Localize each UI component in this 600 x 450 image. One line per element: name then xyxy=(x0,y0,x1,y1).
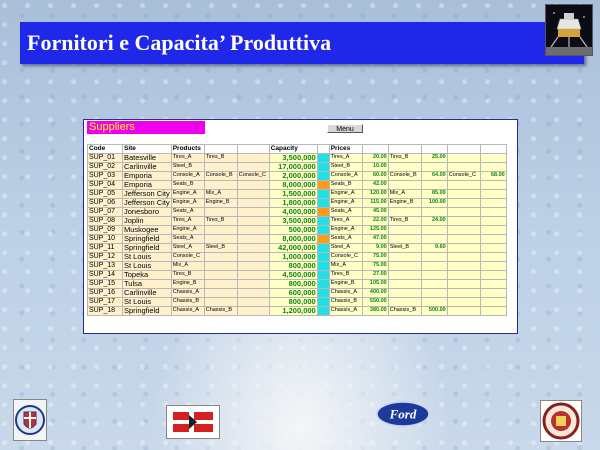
capacity-value: 800,000 xyxy=(269,298,317,307)
price-value xyxy=(480,298,506,307)
price-value: 45.00 xyxy=(362,208,388,217)
supplier-code: SUP_07 xyxy=(88,208,123,217)
price-product: Chassis_B xyxy=(329,298,362,307)
price-product xyxy=(447,190,480,199)
price-value: 60.00 xyxy=(362,172,388,181)
price-product: Steel_B xyxy=(329,163,362,172)
supplier-code: SUP_01 xyxy=(88,154,123,163)
product-cell: Steel_A xyxy=(171,244,204,253)
price-product: Engine_B xyxy=(329,280,362,289)
capacity-indicator xyxy=(317,253,329,262)
product-cell xyxy=(237,181,269,190)
price-product xyxy=(447,280,480,289)
supplier-code: SUP_16 xyxy=(88,289,123,298)
price-product: Tires_A xyxy=(329,154,362,163)
supplier-code: SUP_03 xyxy=(88,172,123,181)
price-value: 9.00 xyxy=(362,244,388,253)
product-cell: Console_C xyxy=(237,172,269,181)
header-empty xyxy=(480,145,506,154)
price-value xyxy=(480,154,506,163)
capacity-value: 3,500,000 xyxy=(269,154,317,163)
suppliers-panel xyxy=(83,119,518,334)
capacity-value: 1,500,000 xyxy=(269,190,317,199)
price-value xyxy=(421,235,447,244)
capacity-value: 1,000,000 xyxy=(269,253,317,262)
product-cell: Steel_B xyxy=(204,244,237,253)
menu-button[interactable]: Menu xyxy=(327,124,363,133)
price-product: Tires_B xyxy=(388,154,421,163)
price-product xyxy=(388,226,421,235)
university-crest-logo xyxy=(13,399,47,441)
price-product xyxy=(447,235,480,244)
supplier-code: SUP_11 xyxy=(88,244,123,253)
header-empty xyxy=(317,145,329,154)
supplier-site: St Louis xyxy=(123,262,172,271)
price-product xyxy=(388,262,421,271)
supplier-site: Batesville xyxy=(123,154,172,163)
price-product xyxy=(388,289,421,298)
price-product: Seats_A xyxy=(329,208,362,217)
price-value xyxy=(480,199,506,208)
supplier-site: Jonesboro xyxy=(123,208,172,217)
product-cell xyxy=(204,262,237,271)
product-cell xyxy=(204,226,237,235)
supplier-code: SUP_10 xyxy=(88,235,123,244)
price-value xyxy=(421,271,447,280)
ford-logo xyxy=(376,400,430,428)
product-cell xyxy=(237,199,269,208)
product-cell: Mix_A xyxy=(204,190,237,199)
capacity-indicator xyxy=(317,226,329,235)
lunar-lander-icon xyxy=(545,4,593,56)
price-value xyxy=(480,226,506,235)
product-cell xyxy=(204,271,237,280)
supplier-site: Jefferson City xyxy=(124,189,170,199)
product-cell xyxy=(204,181,237,190)
product-cell xyxy=(237,217,269,226)
price-product: Engine_A xyxy=(329,226,362,235)
capacity-value: 8,000,000 xyxy=(269,181,317,190)
product-cell: Chassis_A xyxy=(171,289,204,298)
table-row xyxy=(88,262,507,271)
header-empty xyxy=(421,145,447,154)
price-product: Console_B xyxy=(388,172,421,181)
price-product xyxy=(388,298,421,307)
price-product: Seats_B xyxy=(329,181,362,190)
supplier-site: Emporia xyxy=(123,172,172,181)
product-cell xyxy=(237,154,269,163)
price-value: 500.00 xyxy=(421,307,447,316)
capacity-value: 8,000,000 xyxy=(269,235,317,244)
product-cell: Tires_B xyxy=(204,217,237,226)
capacity-value: 1,200,000 xyxy=(269,307,317,316)
supplier-code: SUP_08 xyxy=(88,217,123,226)
product-cell xyxy=(237,226,269,235)
supplier-code: SUP_04 xyxy=(88,181,123,190)
price-value: 68.00 xyxy=(480,172,506,181)
supplier-site: Carlinville xyxy=(123,163,172,172)
price-value xyxy=(480,181,506,190)
supplier-site: Topeka xyxy=(123,271,172,280)
supplier-code: SUP_05 xyxy=(88,190,123,199)
price-value: 125.00 xyxy=(362,226,388,235)
capacity-value: 600,000 xyxy=(269,289,317,298)
price-product xyxy=(447,298,480,307)
capacity-value: 42,000,000 xyxy=(269,244,317,253)
product-cell: Chassis_B xyxy=(204,307,237,316)
header-empty xyxy=(204,145,237,154)
price-value xyxy=(480,253,506,262)
product-cell: Tires_A xyxy=(171,154,204,163)
capacity-indicator xyxy=(317,262,329,271)
price-value xyxy=(480,280,506,289)
product-cell xyxy=(204,289,237,298)
product-cell xyxy=(237,235,269,244)
capacity-value: 3,500,000 xyxy=(269,217,317,226)
price-product xyxy=(447,307,480,316)
product-cell xyxy=(204,253,237,262)
product-cell: Tires_B xyxy=(171,271,204,280)
capacity-value: 800,000 xyxy=(269,262,317,271)
product-cell xyxy=(237,271,269,280)
product-cell xyxy=(237,244,269,253)
table-row xyxy=(88,208,507,217)
price-value: 380.00 xyxy=(362,307,388,316)
supplier-code: SUP_09 xyxy=(88,226,123,235)
table-row xyxy=(88,217,507,226)
supplier-code: SUP_13 xyxy=(88,262,123,271)
price-value: 27.00 xyxy=(362,271,388,280)
table-row xyxy=(88,181,507,190)
price-product: Engine_A xyxy=(329,190,362,199)
capacity-indicator xyxy=(317,289,329,298)
table-row xyxy=(88,235,507,244)
product-cell: Engine_A xyxy=(171,226,204,235)
price-product: Tires_B xyxy=(388,217,421,226)
price-product: Tires_A xyxy=(329,217,362,226)
product-cell xyxy=(237,262,269,271)
price-product: Console_A xyxy=(329,172,362,181)
price-value xyxy=(421,181,447,190)
price-product xyxy=(388,253,421,262)
product-cell: Chassis_A xyxy=(171,307,204,316)
price-product: Steel_A xyxy=(329,244,362,253)
table-row xyxy=(88,307,507,316)
price-product xyxy=(447,253,480,262)
title-bar xyxy=(20,22,584,64)
table-row xyxy=(88,253,507,262)
price-value: 100.00 xyxy=(421,199,447,208)
price-value: 10.00 xyxy=(362,163,388,172)
product-cell: Engine_A xyxy=(171,199,204,208)
price-product xyxy=(388,208,421,217)
supplier-code: SUP_17 xyxy=(88,298,123,307)
price-value xyxy=(480,217,506,226)
supplier-code: SUP_02 xyxy=(88,163,123,172)
price-value xyxy=(421,163,447,172)
supplier-site: Jefferson City xyxy=(124,198,170,208)
capacity-indicator xyxy=(317,199,329,208)
price-value: 400.00 xyxy=(362,289,388,298)
price-value xyxy=(480,244,506,253)
product-cell xyxy=(237,289,269,298)
capacity-value: 4,500,000 xyxy=(269,271,317,280)
supplier-site: Springfield xyxy=(123,244,172,253)
price-product xyxy=(447,208,480,217)
supplier-code: SUP_14 xyxy=(88,271,123,280)
product-cell xyxy=(204,208,237,217)
supplier-code: SUP_12 xyxy=(88,253,123,262)
price-product xyxy=(447,163,480,172)
capacity-indicator xyxy=(317,271,329,280)
product-cell xyxy=(237,190,269,199)
price-value: 9.60 xyxy=(421,244,447,253)
price-value xyxy=(480,235,506,244)
price-value: 22.00 xyxy=(362,217,388,226)
product-cell: Mix_A xyxy=(171,262,204,271)
supplier-code: SUP_15 xyxy=(88,280,123,289)
price-product xyxy=(447,271,480,280)
capacity-value: 500,000 xyxy=(269,226,317,235)
price-product xyxy=(388,235,421,244)
table-row xyxy=(88,190,507,199)
ford-logo-text: Ford xyxy=(389,406,417,422)
product-cell: Chassis_B xyxy=(171,298,204,307)
price-value xyxy=(480,262,506,271)
supplier-site: St Louis xyxy=(123,298,172,307)
price-value: 85.00 xyxy=(421,190,447,199)
price-value xyxy=(480,289,506,298)
supplier-code: SUP_06 xyxy=(88,199,123,208)
price-value xyxy=(480,271,506,280)
header-code: Code xyxy=(88,145,123,154)
capacity-value: 4,000,000 xyxy=(269,208,317,217)
price-value xyxy=(480,163,506,172)
capacity-indicator xyxy=(317,235,329,244)
header-empty xyxy=(237,145,269,154)
product-cell xyxy=(237,307,269,316)
product-cell: Steel_B xyxy=(171,163,204,172)
price-product: Chassis_A xyxy=(329,307,362,316)
product-cell xyxy=(237,280,269,289)
price-value: 115.00 xyxy=(362,199,388,208)
price-product: Tires_B xyxy=(329,271,362,280)
capacity-indicator xyxy=(317,190,329,199)
product-cell: Engine_A xyxy=(171,190,204,199)
header-empty xyxy=(362,145,388,154)
header-site: Site xyxy=(123,145,172,154)
table-row xyxy=(88,280,507,289)
table-row xyxy=(88,154,507,163)
header-prices: Prices xyxy=(329,145,362,154)
product-cell xyxy=(204,298,237,307)
table-row xyxy=(88,172,507,181)
price-value: 550.00 xyxy=(362,298,388,307)
product-cell: Engine_B xyxy=(204,199,237,208)
price-value: 105.00 xyxy=(362,280,388,289)
supplier-site: Springfield xyxy=(123,235,172,244)
price-value xyxy=(480,307,506,316)
price-value: 47.00 xyxy=(362,235,388,244)
price-product: Steel_B xyxy=(388,244,421,253)
table-row xyxy=(88,226,507,235)
capacity-indicator xyxy=(317,244,329,253)
suppliers-title: Suppliers xyxy=(87,121,205,134)
price-value: 25.00 xyxy=(421,154,447,163)
price-value xyxy=(480,190,506,199)
product-cell: Console_A xyxy=(171,172,204,181)
product-cell xyxy=(237,298,269,307)
supplier-site: Carlinville xyxy=(123,289,172,298)
capacity-indicator xyxy=(317,208,329,217)
price-product xyxy=(447,217,480,226)
table-row xyxy=(88,298,507,307)
capacity-value: 1,800,000 xyxy=(269,199,317,208)
supplier-code: SUP_18 xyxy=(88,307,123,316)
table-row xyxy=(88,271,507,280)
price-value: 120.00 xyxy=(362,190,388,199)
capacity-indicator xyxy=(317,163,329,172)
price-value: 42.00 xyxy=(362,181,388,190)
price-product xyxy=(447,226,480,235)
capacity-indicator xyxy=(317,181,329,190)
price-value: 64.00 xyxy=(421,172,447,181)
price-value: 20.00 xyxy=(362,154,388,163)
table-row xyxy=(88,199,507,208)
price-product: Seats_A xyxy=(329,235,362,244)
product-cell: Seats_B xyxy=(171,181,204,190)
suppliers-table xyxy=(87,144,507,316)
product-cell: Console_B xyxy=(204,172,237,181)
product-cell: Engine_B xyxy=(171,280,204,289)
capacity-indicator xyxy=(317,172,329,181)
capacity-indicator xyxy=(317,298,329,307)
price-product: Engine_B xyxy=(388,199,421,208)
price-product xyxy=(388,163,421,172)
product-cell xyxy=(204,280,237,289)
price-product: Mix_A xyxy=(329,262,362,271)
table-row xyxy=(88,244,507,253)
price-product xyxy=(447,289,480,298)
price-product xyxy=(447,154,480,163)
price-product xyxy=(447,199,480,208)
supplier-site: Springfield xyxy=(123,307,172,316)
capacity-value: 17,000,000 xyxy=(269,163,317,172)
supplier-site: Emporia xyxy=(123,181,172,190)
price-product xyxy=(388,280,421,289)
header-capacity: Capacity xyxy=(269,145,317,154)
price-value xyxy=(421,253,447,262)
product-cell: Tires_A xyxy=(171,217,204,226)
capacity-indicator xyxy=(317,154,329,163)
capacity-indicator xyxy=(317,217,329,226)
price-value xyxy=(480,208,506,217)
price-product: Engine_A xyxy=(329,199,362,208)
product-cell: Seats_A xyxy=(171,208,204,217)
page-title: Fornitori e Capacita’ Produttiva xyxy=(27,30,332,55)
price-product: Console_C xyxy=(447,172,480,181)
capacity-value: 2,000,000 xyxy=(269,172,317,181)
header-products: Products xyxy=(171,145,204,154)
price-value: 24.00 xyxy=(421,217,447,226)
capacity-value: 800,000 xyxy=(269,280,317,289)
product-cell: Tires_B xyxy=(204,154,237,163)
price-product: Console_C xyxy=(329,253,362,262)
price-value: 75.00 xyxy=(362,253,388,262)
price-product xyxy=(388,181,421,190)
supplier-site: Joplin xyxy=(123,217,172,226)
price-product xyxy=(447,181,480,190)
table-header-row xyxy=(88,145,507,154)
price-value xyxy=(421,298,447,307)
supplier-site: Tulsa xyxy=(123,280,172,289)
price-value: 75.00 xyxy=(362,262,388,271)
product-cell xyxy=(237,253,269,262)
product-cell xyxy=(204,163,237,172)
supplier-site: Muskogee xyxy=(123,226,172,235)
supplier-site: St Louis xyxy=(123,253,172,262)
price-product xyxy=(447,262,480,271)
price-product xyxy=(447,244,480,253)
price-value xyxy=(421,226,447,235)
product-cell xyxy=(237,163,269,172)
red-flag-logo xyxy=(166,405,220,439)
price-product: Mix_A xyxy=(388,190,421,199)
academic-seal-logo xyxy=(540,400,582,442)
price-value xyxy=(421,262,447,271)
price-product: Chassis_B xyxy=(388,307,421,316)
product-cell: Console_C xyxy=(171,253,204,262)
product-cell: Seats_A xyxy=(171,235,204,244)
price-value xyxy=(421,289,447,298)
header-empty xyxy=(447,145,480,154)
table-row xyxy=(88,289,507,298)
price-value xyxy=(421,208,447,217)
capacity-indicator xyxy=(317,307,329,316)
table-row xyxy=(88,163,507,172)
price-product xyxy=(388,271,421,280)
price-value xyxy=(421,280,447,289)
header-empty xyxy=(388,145,421,154)
price-product: Chassis_A xyxy=(329,289,362,298)
product-cell xyxy=(204,235,237,244)
capacity-indicator xyxy=(317,280,329,289)
product-cell xyxy=(237,208,269,217)
